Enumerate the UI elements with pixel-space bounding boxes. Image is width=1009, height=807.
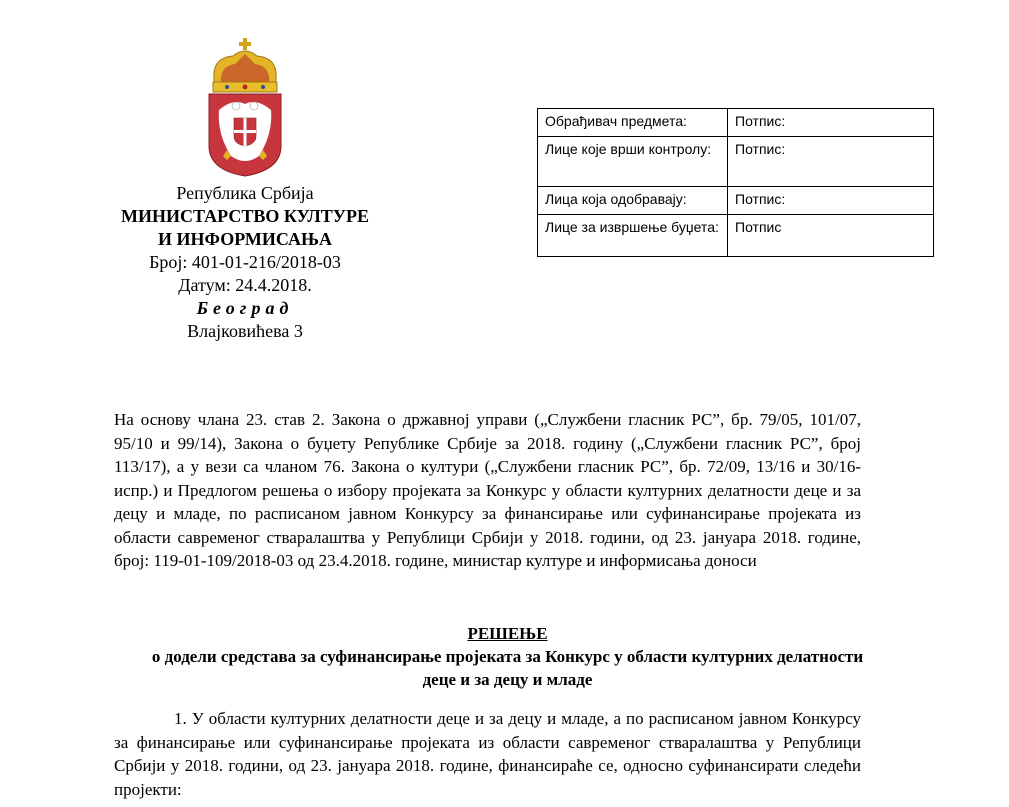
decision-subtitle: о додели средстава за суфинансирање пројеката за Конкурс у области културних делатности деце и за децу и младе bbox=[151, 647, 864, 689]
preamble-paragraph: На основу члана 23. став 2. Закона о државној управи („Службени гласник РС”, бр. 79/05, 101/07, 95/10 и 99/14), Закона о буџету Републике Србије за 2018. годину („Службени гласник РС”, број 113/17), а у вези са чланом 76. Закона о култури („Службени гласник РС”, бр. 72/09, 13/16 и 30/16-испр.) и Предлогом решења о избору пројеката за Конкурс у области културних делатности деце и за децу и младе, по расписаном јавном Конкурсу за финансирање или суфинансирање пројеката из области савременог стваралаштва у Републици Србији у 2018. години, од 23. јануара 2018. године, број: 119-01-109/2018-03 од 23.4.2018. године, министар културе и информисања доноси bbox=[114, 410, 861, 570]
signature-cell: Потпис bbox=[728, 215, 934, 257]
city: Београд bbox=[196, 298, 294, 318]
clause-1-paragraph bbox=[114, 707, 861, 801]
clause-1-text: 1. У области културних делатности деце и за децу и младе, а по расписаном јавном Конкурсу за финансирање или суфинансирање пројеката из области савременог стваралаштва у Републици Србији у 2018. години, од 23. јануара 2018. године, финансираће се, односно суфинансирати следећи пројекти: bbox=[114, 709, 861, 799]
table-row bbox=[538, 109, 934, 137]
table-row bbox=[538, 137, 934, 187]
document-number: Број: 401-01-216/2018-03 bbox=[149, 252, 341, 272]
table-row bbox=[538, 187, 934, 215]
decision-heading bbox=[114, 622, 901, 691]
role-cell: Лице за извршење буџета: bbox=[538, 215, 728, 257]
role-cell: Лице које врши контролу: bbox=[538, 137, 728, 187]
table-row bbox=[538, 215, 934, 257]
country-name: Република Србија bbox=[176, 183, 314, 203]
ministry-name-line2: И ИНФОРМИСАЊА bbox=[158, 229, 332, 249]
ministry-name-line1: МИНИСТАРСТВО КУЛТУРЕ bbox=[121, 206, 369, 226]
ministry-header bbox=[90, 182, 400, 343]
signature-cell: Потпис: bbox=[728, 137, 934, 187]
role-cell: Лица која одобравају: bbox=[538, 187, 728, 215]
signature-cell: Потпис: bbox=[728, 187, 934, 215]
decision-title: РЕШЕЊЕ bbox=[467, 624, 548, 643]
address: Влајковићева 3 bbox=[187, 321, 303, 341]
coat-of-arms-icon bbox=[203, 38, 287, 178]
signature-cell: Потпис: bbox=[728, 109, 934, 137]
role-cell: Обрађивач предмета: bbox=[538, 109, 728, 137]
document-date: Датум: 24.4.2018. bbox=[178, 275, 312, 295]
signature-table bbox=[537, 108, 934, 257]
